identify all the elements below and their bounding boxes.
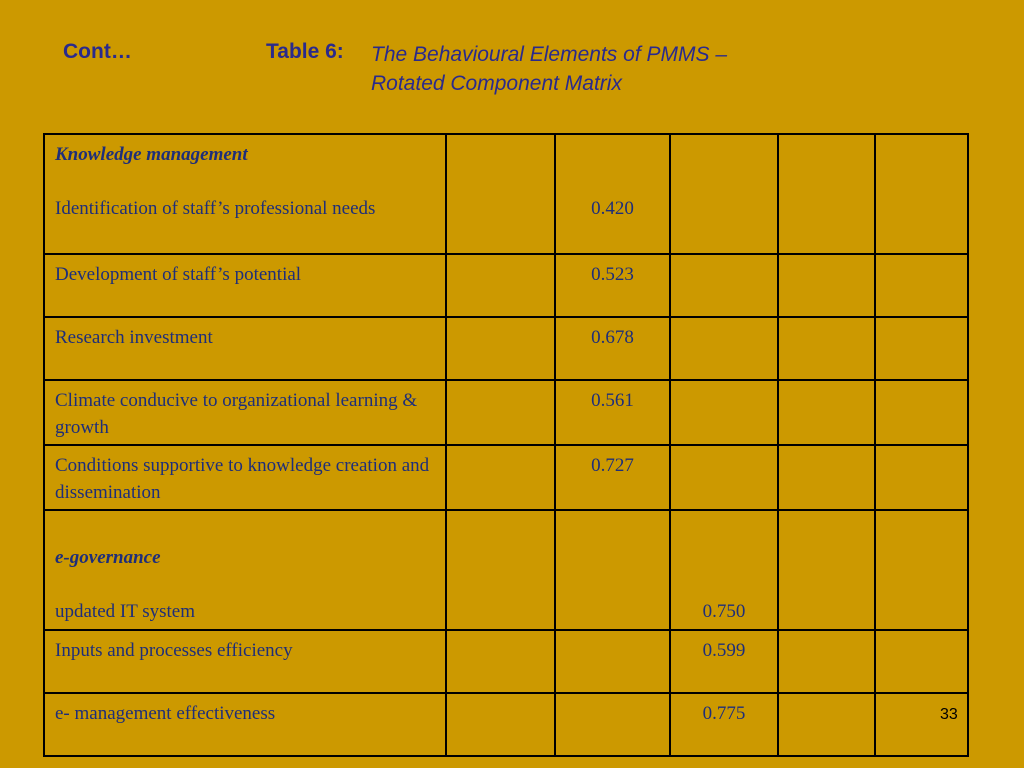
- page-number: 33: [940, 706, 958, 723]
- table-cell: [446, 630, 555, 693]
- table-cell: [555, 630, 670, 693]
- slide-title: [0, 36, 1024, 106]
- table-cell: [670, 254, 778, 317]
- table-row: [44, 630, 968, 693]
- table-cell: [670, 134, 778, 254]
- table-cell: [778, 254, 875, 317]
- table-number-label: Table 6:: [266, 40, 344, 63]
- table-cell: [555, 510, 670, 630]
- table-cell: [875, 134, 968, 254]
- row-label-cell: Inputs and processes efficiency: [44, 630, 446, 693]
- table-cell: [778, 693, 875, 756]
- table-cell: [446, 380, 555, 445]
- value-cell: 0.561: [555, 380, 670, 445]
- row-label-cell: e- management effectiveness: [44, 693, 446, 756]
- table-cell: [555, 693, 670, 756]
- row-label: Identification of staff’s professional needs: [55, 198, 376, 219]
- row-label-cell: [44, 510, 446, 630]
- table-row: [44, 693, 968, 756]
- value-cell: 0.523: [555, 254, 670, 317]
- table-cell: [446, 134, 555, 254]
- cont-label: Cont…: [63, 40, 132, 63]
- table-cell: [670, 380, 778, 445]
- table-row: [44, 317, 968, 380]
- table-cell: [875, 693, 968, 756]
- section-heading-egovernance: e-governance: [55, 547, 161, 568]
- row-label-cell: [44, 134, 446, 254]
- table-row: [44, 510, 968, 630]
- row-label-cell: Conditions supportive to knowledge creation and dissemination: [44, 445, 446, 510]
- value-cell: [670, 510, 778, 630]
- value-cell: 0.775: [670, 693, 778, 756]
- row-label: updated IT system: [55, 601, 196, 622]
- component-matrix-table: [43, 133, 969, 757]
- table-cell: [778, 380, 875, 445]
- table-cell: [875, 630, 968, 693]
- row-value: 0.420: [591, 198, 634, 219]
- table-cell: [875, 317, 968, 380]
- row-label-cell: Research investment: [44, 317, 446, 380]
- table-row: [44, 445, 968, 510]
- table-cell: [670, 445, 778, 510]
- value-cell: 0.727: [555, 445, 670, 510]
- table-cell: [875, 445, 968, 510]
- table-cell: [778, 317, 875, 380]
- table-cell: [875, 510, 968, 630]
- table-cell: [446, 693, 555, 756]
- table-cell: [778, 445, 875, 510]
- table-cell: [446, 317, 555, 380]
- table-cell: [778, 134, 875, 254]
- row-label-cell: Climate conducive to organizational learning & growth: [44, 380, 446, 445]
- table-cell: [446, 510, 555, 630]
- table-cell: [446, 254, 555, 317]
- section-heading-knowledge: Knowledge management: [55, 144, 248, 165]
- table-row: [44, 254, 968, 317]
- row-value: 0.750: [702, 601, 746, 622]
- table-cell: [875, 254, 968, 317]
- table-cell: [875, 380, 968, 445]
- row-label-cell: Development of staff’s potential: [44, 254, 446, 317]
- table-title: [371, 40, 727, 98]
- table-row: [44, 134, 968, 254]
- table-title-line-2: Rotated Component Matrix: [371, 72, 622, 95]
- table-cell: [446, 445, 555, 510]
- table-cell: [778, 510, 875, 630]
- table-title-line-1: The Behavioural Elements of PMMS –: [371, 43, 727, 66]
- table-row: [44, 380, 968, 445]
- value-cell: [555, 134, 670, 254]
- value-cell: 0.599: [670, 630, 778, 693]
- table-cell: [778, 630, 875, 693]
- value-cell: 0.678: [555, 317, 670, 380]
- table-cell: [670, 317, 778, 380]
